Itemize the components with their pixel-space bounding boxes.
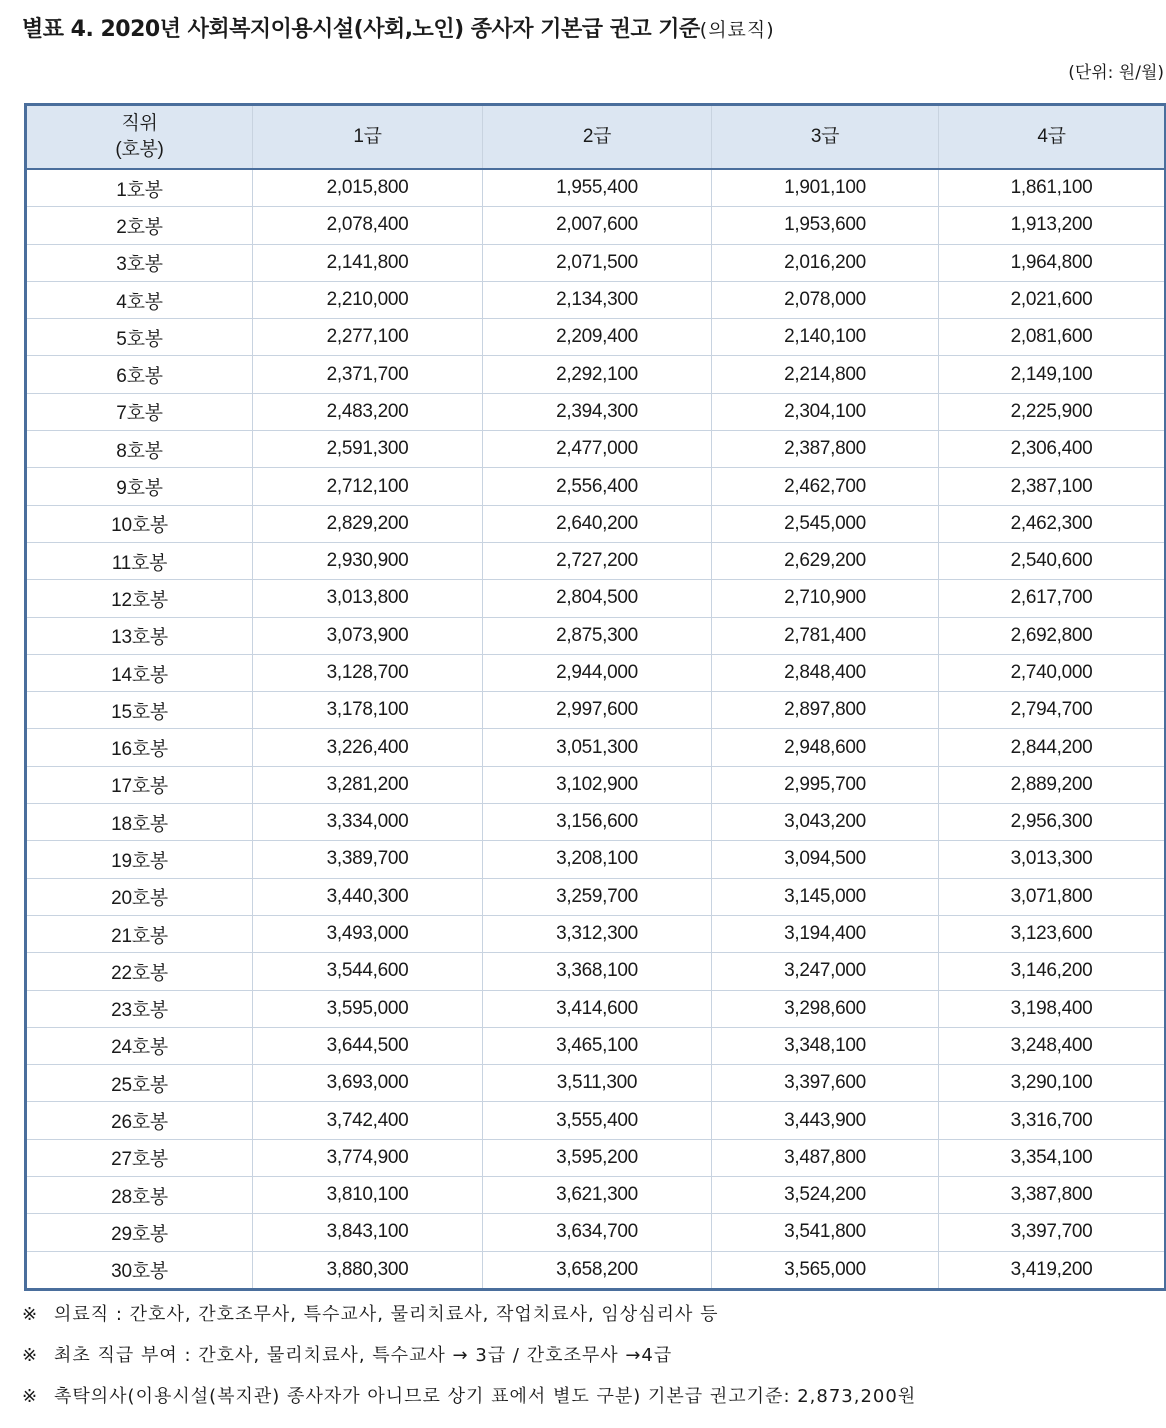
salary-cell-grade-4: 1,913,200 — [939, 207, 1166, 244]
table-row — [26, 766, 1166, 803]
salary-cell-grade-2: 3,051,300 — [483, 729, 712, 766]
salary-cell-grade-4: 2,462,300 — [939, 505, 1166, 542]
row-step: 21호봉 — [26, 915, 253, 952]
row-step: 2호봉 — [26, 207, 253, 244]
salary-cell-grade-3: 3,348,100 — [712, 1027, 939, 1064]
row-step: 15호봉 — [26, 692, 253, 729]
table-row — [26, 207, 1166, 244]
table-row — [26, 281, 1166, 318]
salary-cell-grade-1: 3,128,700 — [253, 654, 483, 691]
salary-cell-grade-1: 3,644,500 — [253, 1027, 483, 1064]
salary-cell-grade-2: 2,394,300 — [483, 393, 712, 430]
salary-cell-grade-3: 2,016,200 — [712, 244, 939, 281]
salary-cell-grade-4: 3,419,200 — [939, 1251, 1166, 1289]
salary-cell-grade-3: 2,710,900 — [712, 580, 939, 617]
header-position-line1: 직위 — [121, 113, 158, 134]
salary-cell-grade-4: 2,956,300 — [939, 804, 1166, 841]
table-row — [26, 990, 1166, 1027]
salary-cell-grade-3: 2,078,000 — [712, 281, 939, 318]
salary-cell-grade-4: 2,225,900 — [939, 393, 1166, 430]
row-step: 30호봉 — [26, 1251, 253, 1289]
note-text: 의료직 : 간호사, 간호조무사, 특수교사, 물리치료사, 작업치료사, 임상심리사 등 — [54, 1304, 719, 1325]
row-step: 24호봉 — [26, 1027, 253, 1064]
row-step: 20호봉 — [26, 878, 253, 915]
unit-label: (단위: 원/월) — [1068, 63, 1164, 83]
table-row — [26, 356, 1166, 393]
row-step: 6호봉 — [26, 356, 253, 393]
salary-cell-grade-4: 3,013,300 — [939, 841, 1166, 878]
salary-cell-grade-4: 2,692,800 — [939, 617, 1166, 654]
salary-cell-grade-2: 2,477,000 — [483, 431, 712, 468]
salary-cell-grade-4: 3,354,100 — [939, 1139, 1166, 1176]
salary-cell-grade-4: 3,071,800 — [939, 878, 1166, 915]
salary-cell-grade-2: 3,555,400 — [483, 1102, 712, 1139]
row-step: 4호봉 — [26, 281, 253, 318]
salary-cell-grade-1: 3,226,400 — [253, 729, 483, 766]
note-item — [22, 1382, 916, 1423]
salary-cell-grade-1: 2,712,100 — [253, 468, 483, 505]
salary-table — [24, 103, 1166, 1291]
salary-cell-grade-3: 2,545,000 — [712, 505, 939, 542]
salary-cell-grade-3: 2,462,700 — [712, 468, 939, 505]
header-grade-3: 3급 — [712, 105, 939, 170]
row-step: 25호봉 — [26, 1065, 253, 1102]
salary-cell-grade-3: 2,848,400 — [712, 654, 939, 691]
salary-cell-grade-4: 2,021,600 — [939, 281, 1166, 318]
table-row — [26, 542, 1166, 579]
row-step: 12호봉 — [26, 580, 253, 617]
salary-cell-grade-1: 3,334,000 — [253, 804, 483, 841]
table-row — [26, 169, 1166, 207]
table-row — [26, 1139, 1166, 1176]
row-step: 18호봉 — [26, 804, 253, 841]
salary-cell-grade-2: 3,102,900 — [483, 766, 712, 803]
salary-cell-grade-1: 2,015,800 — [253, 169, 483, 207]
table-row — [26, 1251, 1166, 1289]
salary-cell-grade-1: 3,693,000 — [253, 1065, 483, 1102]
salary-cell-grade-2: 2,556,400 — [483, 468, 712, 505]
table-row — [26, 804, 1166, 841]
salary-cell-grade-2: 3,634,700 — [483, 1214, 712, 1251]
row-step: 16호봉 — [26, 729, 253, 766]
page-title — [22, 12, 775, 43]
table-row — [26, 505, 1166, 542]
table-row — [26, 654, 1166, 691]
salary-cell-grade-4: 2,081,600 — [939, 319, 1166, 356]
salary-cell-grade-1: 2,078,400 — [253, 207, 483, 244]
salary-cell-grade-2: 3,312,300 — [483, 915, 712, 952]
salary-cell-grade-1: 3,774,900 — [253, 1139, 483, 1176]
salary-cell-grade-3: 3,094,500 — [712, 841, 939, 878]
row-step: 8호봉 — [26, 431, 253, 468]
salary-cell-grade-4: 3,387,800 — [939, 1177, 1166, 1214]
salary-cell-grade-2: 2,209,400 — [483, 319, 712, 356]
salary-cell-grade-2: 2,727,200 — [483, 542, 712, 579]
row-step: 7호봉 — [26, 393, 253, 430]
note-text: 촉탁의사(이용시설(복지관) 종사자가 아니므로 상기 표에서 별도 구분) 기본급 권고기준: 2,873,200원 — [54, 1386, 917, 1407]
salary-cell-grade-2: 2,997,600 — [483, 692, 712, 729]
salary-cell-grade-1: 3,440,300 — [253, 878, 483, 915]
row-step: 10호봉 — [26, 505, 253, 542]
row-step: 17호봉 — [26, 766, 253, 803]
salary-cell-grade-4: 2,387,100 — [939, 468, 1166, 505]
salary-cell-grade-3: 2,781,400 — [712, 617, 939, 654]
table-row — [26, 1214, 1166, 1251]
salary-cell-grade-1: 3,389,700 — [253, 841, 483, 878]
table-row — [26, 1102, 1166, 1139]
title-main: 별표 4. 2020년 사회복지이용시설(사회,노인) 종사자 기본급 권고 기준 — [22, 17, 700, 42]
salary-cell-grade-3: 3,541,800 — [712, 1214, 939, 1251]
salary-cell-grade-4: 2,889,200 — [939, 766, 1166, 803]
header-row — [26, 105, 1166, 170]
header-position — [26, 105, 253, 170]
row-step: 28호봉 — [26, 1177, 253, 1214]
row-step: 23호봉 — [26, 990, 253, 1027]
salary-cell-grade-3: 3,145,000 — [712, 878, 939, 915]
salary-cell-grade-1: 3,810,100 — [253, 1177, 483, 1214]
header-position-line2: (호봉) — [115, 139, 164, 160]
salary-cell-grade-2: 3,658,200 — [483, 1251, 712, 1289]
salary-cell-grade-3: 2,897,800 — [712, 692, 939, 729]
salary-cell-grade-1: 3,595,000 — [253, 990, 483, 1027]
salary-cell-grade-4: 3,248,400 — [939, 1027, 1166, 1064]
table-row — [26, 244, 1166, 281]
salary-cell-grade-2: 3,259,700 — [483, 878, 712, 915]
note-text: 최초 직급 부여 : 간호사, 물리치료사, 특수교사 → 3급 / 간호조무사 →4급 — [54, 1345, 673, 1366]
row-step: 13호봉 — [26, 617, 253, 654]
row-step: 26호봉 — [26, 1102, 253, 1139]
salary-cell-grade-2: 2,007,600 — [483, 207, 712, 244]
salary-cell-grade-2: 3,156,600 — [483, 804, 712, 841]
table-row — [26, 431, 1166, 468]
table-row — [26, 319, 1166, 356]
salary-cell-grade-3: 3,043,200 — [712, 804, 939, 841]
salary-cell-grade-3: 2,140,100 — [712, 319, 939, 356]
salary-cell-grade-1: 2,210,000 — [253, 281, 483, 318]
table-row — [26, 1177, 1166, 1214]
salary-cell-grade-4: 3,290,100 — [939, 1065, 1166, 1102]
table-row — [26, 729, 1166, 766]
row-step: 27호봉 — [26, 1139, 253, 1176]
salary-cell-grade-4: 2,149,100 — [939, 356, 1166, 393]
salary-cell-grade-2: 3,511,300 — [483, 1065, 712, 1102]
salary-cell-grade-4: 3,316,700 — [939, 1102, 1166, 1139]
salary-cell-grade-1: 3,073,900 — [253, 617, 483, 654]
salary-cell-grade-4: 3,397,700 — [939, 1214, 1166, 1251]
salary-cell-grade-4: 2,540,600 — [939, 542, 1166, 579]
salary-cell-grade-3: 3,487,800 — [712, 1139, 939, 1176]
salary-cell-grade-3: 2,304,100 — [712, 393, 939, 430]
salary-cell-grade-1: 3,880,300 — [253, 1251, 483, 1289]
note-mark: ※ — [22, 1345, 39, 1366]
salary-cell-grade-4: 2,306,400 — [939, 431, 1166, 468]
header-grade-1: 1급 — [253, 105, 483, 170]
salary-cell-grade-4: 3,198,400 — [939, 990, 1166, 1027]
row-step: 22호봉 — [26, 953, 253, 990]
salary-cell-grade-4: 2,794,700 — [939, 692, 1166, 729]
row-step: 1호봉 — [26, 169, 253, 207]
salary-cell-grade-3: 2,214,800 — [712, 356, 939, 393]
table-row — [26, 393, 1166, 430]
salary-cell-grade-1: 2,141,800 — [253, 244, 483, 281]
salary-cell-grade-2: 3,414,600 — [483, 990, 712, 1027]
salary-cell-grade-4: 3,146,200 — [939, 953, 1166, 990]
row-step: 19호봉 — [26, 841, 253, 878]
title-subtitle: (의료직) — [699, 19, 775, 41]
salary-cell-grade-3: 1,901,100 — [712, 169, 939, 207]
salary-cell-grade-4: 2,617,700 — [939, 580, 1166, 617]
salary-cell-grade-1: 2,277,100 — [253, 319, 483, 356]
salary-cell-grade-3: 3,524,200 — [712, 1177, 939, 1214]
notes — [22, 1300, 916, 1423]
salary-cell-grade-4: 1,861,100 — [939, 169, 1166, 207]
table-row — [26, 617, 1166, 654]
table-row — [26, 580, 1166, 617]
table-row — [26, 1065, 1166, 1102]
salary-cell-grade-1: 2,483,200 — [253, 393, 483, 430]
salary-cell-grade-4: 3,123,600 — [939, 915, 1166, 952]
salary-cell-grade-3: 3,247,000 — [712, 953, 939, 990]
salary-cell-grade-2: 2,875,300 — [483, 617, 712, 654]
salary-cell-grade-1: 3,281,200 — [253, 766, 483, 803]
note-mark: ※ — [22, 1304, 39, 1325]
salary-cell-grade-1: 3,544,600 — [253, 953, 483, 990]
table-row — [26, 841, 1166, 878]
salary-cell-grade-3: 3,565,000 — [712, 1251, 939, 1289]
table-row — [26, 878, 1166, 915]
salary-cell-grade-3: 3,397,600 — [712, 1065, 939, 1102]
note-item — [22, 1300, 916, 1341]
salary-cell-grade-1: 2,591,300 — [253, 431, 483, 468]
row-step: 29호봉 — [26, 1214, 253, 1251]
row-step: 14호봉 — [26, 654, 253, 691]
salary-cell-grade-4: 2,844,200 — [939, 729, 1166, 766]
salary-cell-grade-2: 2,944,000 — [483, 654, 712, 691]
salary-cell-grade-1: 2,371,700 — [253, 356, 483, 393]
table-row — [26, 953, 1166, 990]
note-mark: ※ — [22, 1386, 39, 1407]
salary-cell-grade-2: 3,465,100 — [483, 1027, 712, 1064]
table-row — [26, 1027, 1166, 1064]
salary-cell-grade-2: 3,621,300 — [483, 1177, 712, 1214]
salary-cell-grade-1: 3,013,800 — [253, 580, 483, 617]
salary-cell-grade-2: 2,134,300 — [483, 281, 712, 318]
salary-cell-grade-3: 2,948,600 — [712, 729, 939, 766]
row-step: 9호봉 — [26, 468, 253, 505]
salary-cell-grade-1: 2,930,900 — [253, 542, 483, 579]
salary-cell-grade-4: 2,740,000 — [939, 654, 1166, 691]
row-step: 11호봉 — [26, 542, 253, 579]
salary-cell-grade-2: 3,368,100 — [483, 953, 712, 990]
salary-cell-grade-2: 1,955,400 — [483, 169, 712, 207]
salary-cell-grade-1: 3,843,100 — [253, 1214, 483, 1251]
salary-cell-grade-3: 3,443,900 — [712, 1102, 939, 1139]
note-item — [22, 1341, 916, 1382]
salary-cell-grade-3: 3,298,600 — [712, 990, 939, 1027]
salary-cell-grade-2: 2,640,200 — [483, 505, 712, 542]
header-grade-2: 2급 — [483, 105, 712, 170]
salary-cell-grade-4: 1,964,800 — [939, 244, 1166, 281]
salary-cell-grade-3: 2,629,200 — [712, 542, 939, 579]
salary-cell-grade-1: 3,742,400 — [253, 1102, 483, 1139]
salary-cell-grade-2: 3,208,100 — [483, 841, 712, 878]
table-row — [26, 692, 1166, 729]
salary-cell-grade-3: 3,194,400 — [712, 915, 939, 952]
row-step: 3호봉 — [26, 244, 253, 281]
salary-cell-grade-2: 2,292,100 — [483, 356, 712, 393]
salary-cell-grade-3: 1,953,600 — [712, 207, 939, 244]
salary-cell-grade-1: 2,829,200 — [253, 505, 483, 542]
header-grade-4: 4급 — [939, 105, 1166, 170]
salary-cell-grade-1: 3,178,100 — [253, 692, 483, 729]
salary-cell-grade-3: 2,995,700 — [712, 766, 939, 803]
salary-cell-grade-2: 3,595,200 — [483, 1139, 712, 1176]
table-row — [26, 915, 1166, 952]
row-step: 5호봉 — [26, 319, 253, 356]
salary-cell-grade-3: 2,387,800 — [712, 431, 939, 468]
table-row — [26, 468, 1166, 505]
salary-cell-grade-2: 2,071,500 — [483, 244, 712, 281]
salary-cell-grade-2: 2,804,500 — [483, 580, 712, 617]
salary-cell-grade-1: 3,493,000 — [253, 915, 483, 952]
